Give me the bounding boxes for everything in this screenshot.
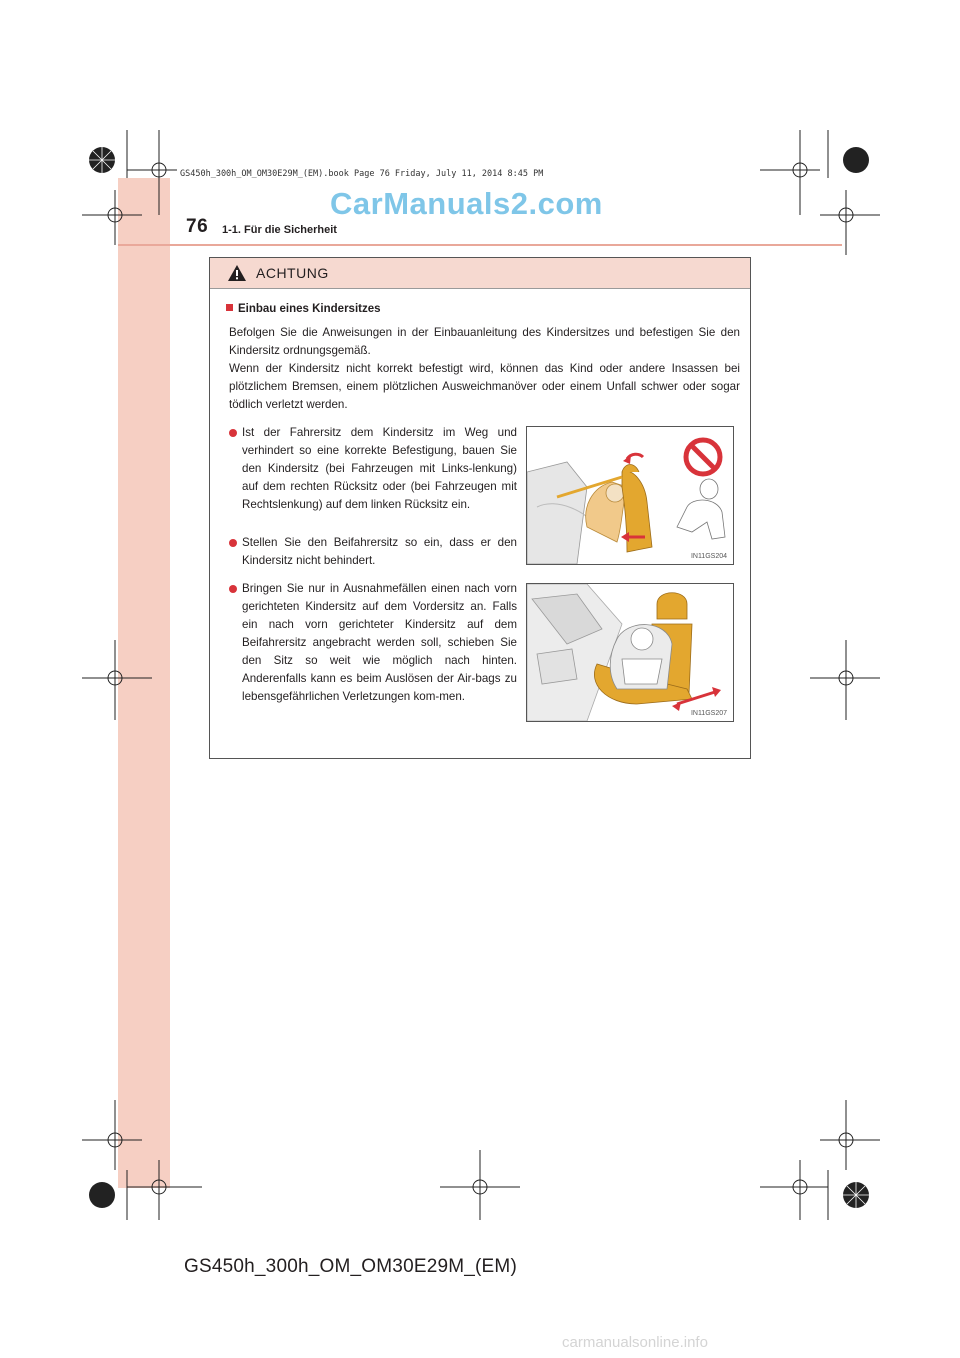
header-rule bbox=[118, 244, 842, 246]
bullet-item-passenger-seat bbox=[229, 534, 517, 570]
footer-document-code: GS450h_300h_OM_OM30E29M_(EM) bbox=[184, 1256, 517, 1277]
bullet-dot-icon bbox=[229, 539, 237, 547]
warning-box bbox=[209, 257, 751, 759]
paragraph-instructions: Befolgen Sie die Anweisungen in der Einbauanleitung des Kindersitzes und befestigen Sie den Kindersitz ordnungsgemäß. bbox=[229, 326, 740, 357]
warning-title: ACHTUNG bbox=[256, 265, 329, 281]
figure-code: IN11GS204 bbox=[690, 553, 727, 560]
page-number: 76 bbox=[186, 216, 209, 237]
registration-mark-bottom-right bbox=[760, 1100, 880, 1220]
watermark-top: CarManuals2.com bbox=[330, 186, 603, 221]
prohibited-icon bbox=[681, 435, 725, 479]
bullet-text: Ist der Fahrersitz dem Kindersitz im Weg und verhindert so eine korrekte Befestigung, bauen Sie den Kindersitz (bei Fahrzeugen mit Links-lenkung) auf dem rechten Rücksitz oder (bei Fahrzeugen mit Rechtslenkung) auf dem linken Rücksitz ein. bbox=[242, 426, 517, 511]
section-title: 1-1. Für die Sicherheit bbox=[222, 224, 337, 236]
book-info-line: GS450h_300h_OM_OM30E29M_(EM).book Page 76 Friday, July 11, 2014 8:45 PM bbox=[180, 169, 544, 179]
warning-header bbox=[210, 258, 750, 289]
subheading bbox=[226, 303, 381, 315]
watermark-bottom: carmanualsonline.info bbox=[562, 1334, 708, 1351]
bullet-item-driver-seat bbox=[229, 424, 517, 514]
registration-mark-right-middle bbox=[810, 640, 880, 720]
bullet-dot-icon bbox=[229, 429, 237, 437]
bullet-text: Stellen Sie den Beifahrersitz so ein, dass er den Kindersitz nicht behindert. bbox=[242, 536, 517, 567]
subheading-text: Einbau eines Kindersitzes bbox=[238, 303, 381, 315]
registration-mark-bottom-left bbox=[82, 1100, 202, 1220]
bullet-text: Bringen Sie nur in Ausnahmefällen einen nach vorn gerichteten Kindersitz auf dem Vordersitz an. Falls ein nach vorn gerichteter Kindersitz auf dem Beifahrersitz angebracht werden soll, schieben Sie den Sitz so weit wie möglich nach hinten. Anderenfalls kann es beim Auslösen der Air-bags zu lebensgefährlichen Verletzungen kom-men. bbox=[242, 582, 517, 703]
bullet-item-front-seat bbox=[229, 580, 517, 706]
bullet-dot-icon bbox=[229, 585, 237, 593]
registration-mark-top-right bbox=[760, 130, 880, 255]
illustration-front-child-seat bbox=[526, 583, 734, 722]
figure-code: IN11GS207 bbox=[690, 710, 727, 717]
illustration-rear-child-seat bbox=[526, 426, 734, 565]
paragraph-consequences: Wenn der Kindersitz nicht korrekt befestigt wird, können das Kind oder andere Insassen bei plötzlichem Bremsen, einem plötzlichen Ausweichmanöver oder einem Unfall schwer oder sogar tödlich verletzt werden. bbox=[229, 362, 740, 411]
registration-mark-bottom-center bbox=[440, 1150, 520, 1220]
arrow-icon bbox=[672, 684, 724, 712]
registration-mark-top-left bbox=[82, 130, 177, 245]
warning-triangle-icon bbox=[228, 265, 246, 281]
registration-mark-left-middle bbox=[82, 640, 152, 720]
square-bullet-icon bbox=[226, 304, 233, 311]
